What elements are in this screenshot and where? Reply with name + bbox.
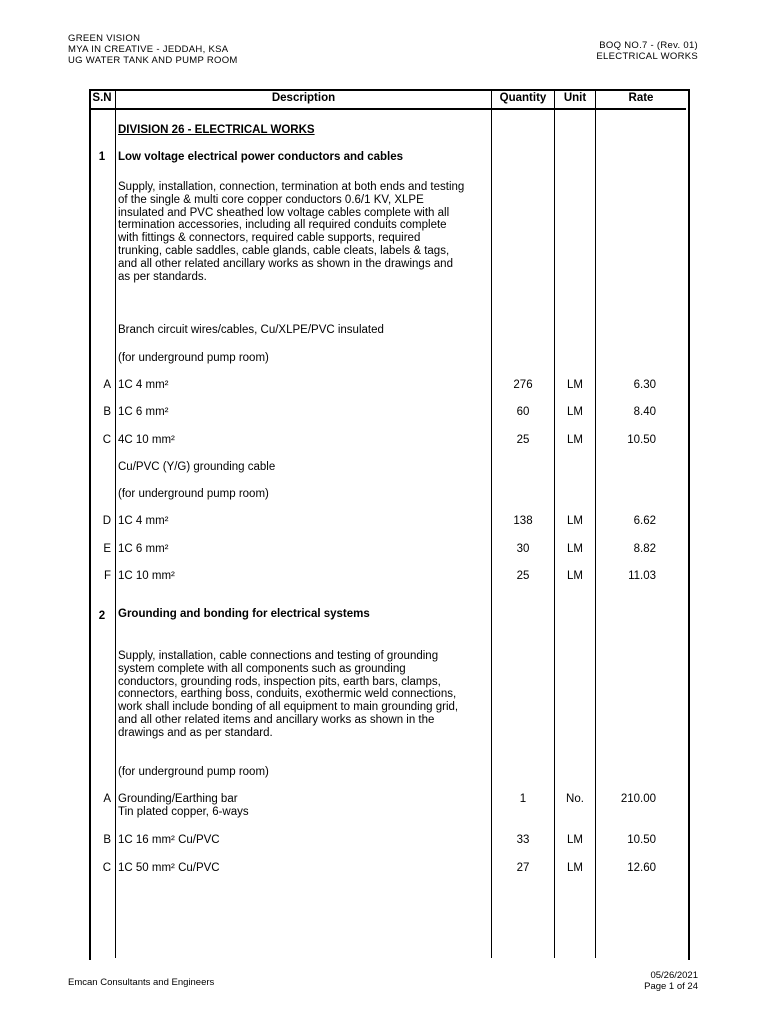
section-number: 1 <box>98 151 106 163</box>
item-unit: LM <box>567 515 583 527</box>
item-rate: 8.82 <box>633 543 656 555</box>
col-header-rate: Rate <box>628 92 654 104</box>
col-header-quantity: Quantity <box>499 92 547 104</box>
item-unit: LM <box>567 543 583 555</box>
item-unit: LM <box>567 834 583 846</box>
location-note: (for underground pump room) <box>118 352 269 364</box>
item-quantity: 33 <box>516 834 530 846</box>
item-description: 1C 6 mm² <box>118 406 169 418</box>
footer-date: 05/26/2021 <box>650 970 698 981</box>
item-description: 1C 16 mm² Cu/PVC <box>118 834 220 846</box>
section-description: Supply, installation, cable connections and testing of grounding system complete with all components such as grounding conductors, grounding rods, inspection pits, earth bars, clamps, connectors, earthing boss, conduits, exothermic weld connections, work shall include bonding of all equipment to main grounding grid, and all other related items and ancillary works as shown in the drawings and as per standard. <box>118 650 459 739</box>
item-unit: LM <box>567 406 583 418</box>
item-description: 1C 50 mm² Cu/PVC <box>118 862 220 874</box>
item-rate: 8.40 <box>633 406 656 418</box>
item-description: 1C 10 mm² <box>118 570 175 582</box>
location-note: (for underground pump room) <box>118 766 269 778</box>
column-divider <box>115 89 116 958</box>
item-sn: A <box>103 793 111 805</box>
item-description: 1C 6 mm² <box>118 543 169 555</box>
item-quantity: 138 <box>513 515 533 527</box>
item-unit: LM <box>567 570 583 582</box>
item-quantity: 60 <box>516 406 530 418</box>
footer-company: Emcan Consultants and Engineers <box>68 977 215 988</box>
col-header-sn: S.N <box>92 92 112 104</box>
item-description: 1C 4 mm² <box>118 515 169 527</box>
item-rate: 6.62 <box>633 515 656 527</box>
boq-number: BOQ NO.7 - (Rev. 01) <box>599 40 698 51</box>
col-header-unit: Unit <box>563 92 587 104</box>
item-rate: 10.50 <box>627 434 656 446</box>
item-sn: F <box>103 570 111 582</box>
location-note: (for underground pump room) <box>118 488 269 500</box>
item-unit: No. <box>566 793 584 805</box>
item-description: Grounding/Earthing bar Tin plated copper, 6-ways <box>118 793 249 818</box>
section-title: Grounding and bonding for electrical systems <box>118 608 370 620</box>
section-title: Low voltage electrical power conductors and cables <box>118 151 404 163</box>
item-sn: C <box>102 434 111 446</box>
item-quantity: 1 <box>519 793 527 805</box>
item-rate: 10.50 <box>627 834 656 846</box>
item-sn: E <box>103 543 111 555</box>
boq-section: ELECTRICAL WORKS <box>596 51 698 62</box>
item-rate: 6.30 <box>633 379 656 391</box>
subsection-title: Branch circuit wires/cables, Cu/XLPE/PVC insulated <box>118 324 384 336</box>
project-name: GREEN VISION <box>68 33 141 44</box>
item-sn: C <box>102 862 111 874</box>
item-rate: 210.00 <box>620 793 656 805</box>
header-left <box>68 33 238 66</box>
item-quantity: 30 <box>516 543 530 555</box>
item-description: 1C 4 mm² <box>118 379 169 391</box>
item-unit: LM <box>567 862 583 874</box>
item-quantity: 27 <box>516 862 530 874</box>
item-quantity: 276 <box>513 379 533 391</box>
project-scope: UG WATER TANK AND PUMP ROOM <box>68 55 238 66</box>
section-number: 2 <box>98 610 106 622</box>
item-description: 4C 10 mm² <box>118 434 175 446</box>
subsection-title: Cu/PVC (Y/G) grounding cable <box>118 461 276 473</box>
col-header-description: Description <box>271 92 336 104</box>
item-rate: 12.60 <box>627 862 656 874</box>
item-sn: D <box>102 515 111 527</box>
item-sn: A <box>103 379 111 391</box>
project-client: MYA IN CREATIVE - JEDDAH, KSA <box>68 44 229 55</box>
item-unit: LM <box>567 379 583 391</box>
footer-page: Page 1 of 24 <box>644 981 698 992</box>
item-quantity: 25 <box>516 434 530 446</box>
item-unit: LM <box>567 434 583 446</box>
item-sn: B <box>103 834 111 846</box>
division-title: DIVISION 26 - ELECTRICAL WORKS <box>118 124 315 136</box>
item-rate: 11.03 <box>628 570 656 582</box>
footer-meta <box>644 970 698 992</box>
item-sn: B <box>103 406 111 418</box>
section-description: Supply, installation, connection, termination at both ends and testing of the single & multi core copper conductors 0.6/1 KV, XLPE insulated and PVC sheathed low voltage cables complete with all termination accessories, including all required conduits complete with fittings & connectors, required cable supports, required trunking, cable saddles, cable glands, cable cleats, labels & tags, and all other related ancillary works as shown in the drawings and as per standards. <box>118 181 465 283</box>
item-quantity: 25 <box>516 570 530 582</box>
header-right <box>596 40 698 62</box>
